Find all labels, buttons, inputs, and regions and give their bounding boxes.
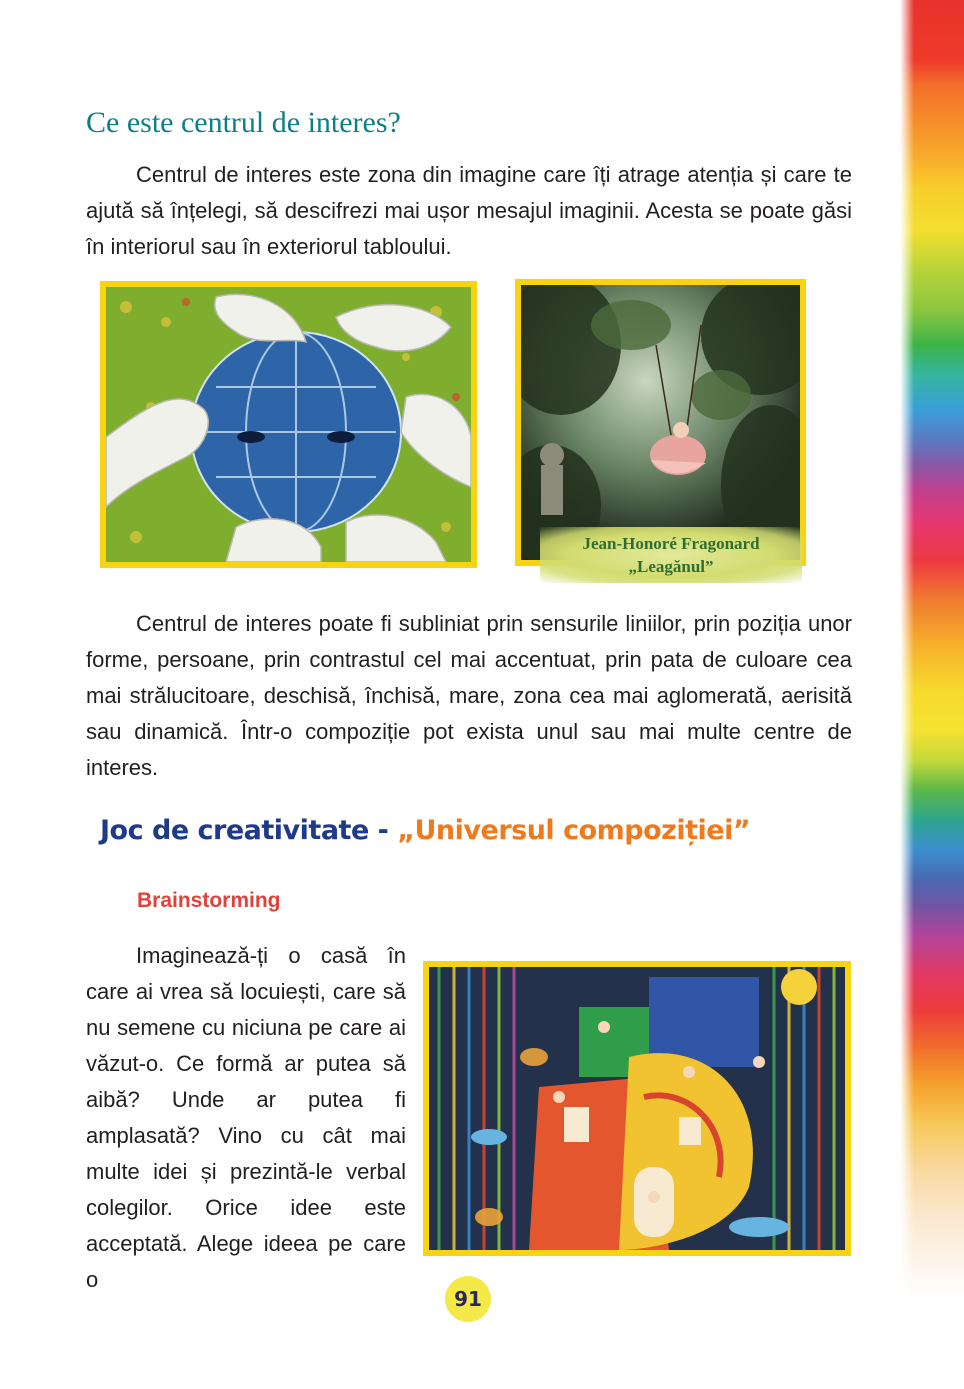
painting-title: „Leagănul”	[628, 557, 714, 576]
fantasy-house-image	[423, 961, 851, 1256]
center-of-interest-paragraph: Centrul de interes poate fi subliniat prin sensurile liniilor, prin poziția unor forme, persoane, prin contrastul cel mai accentuat, prin pata de culoare cea mai strălucitoare, deschisă, închisă, mare, zona cea mai aglomerată, aerisită sau dinamică. Într-o compoziție pot exista unul sau mai multe centre de interes.	[86, 611, 852, 780]
brainstorming-paragraph: Imaginează-ți o casă în care ai vrea să locuiești, care să nu semene cu niciuna pe care ai văzut-o. Ce formă ar putea să aibă? Unde ar putea fi amplasată? Vino cu cât mai multe idei și prezintă-le verbal colegilor. Orice idee este acceptată. Alege ideea pe care o	[86, 943, 406, 1292]
section-title: Ce este centrul de interes?	[86, 106, 401, 139]
brainstorming-heading: Brainstorming	[137, 889, 281, 912]
game-title-name: „Universul compoziției”	[397, 815, 751, 846]
intro-paragraph: Centrul de interes este zona din imagine care îți atrage atenția și care te ajută să înțelegi, să descifrezi mai ușor mesajul imaginii. Acesta se poate găsi în interiorul sau în exteriorul tabloului.	[86, 162, 852, 259]
doves-globe-image	[100, 281, 477, 568]
page-number: 91	[445, 1276, 491, 1322]
fragonard-swing-painting	[515, 279, 806, 566]
painting-caption	[540, 527, 802, 583]
creativity-game-title	[100, 815, 750, 846]
painting-artist: Jean-Honoré Fragonard	[582, 534, 760, 553]
rainbow-side-border	[900, 0, 964, 1389]
game-title-prefix: Joc de creativitate -	[100, 815, 398, 846]
